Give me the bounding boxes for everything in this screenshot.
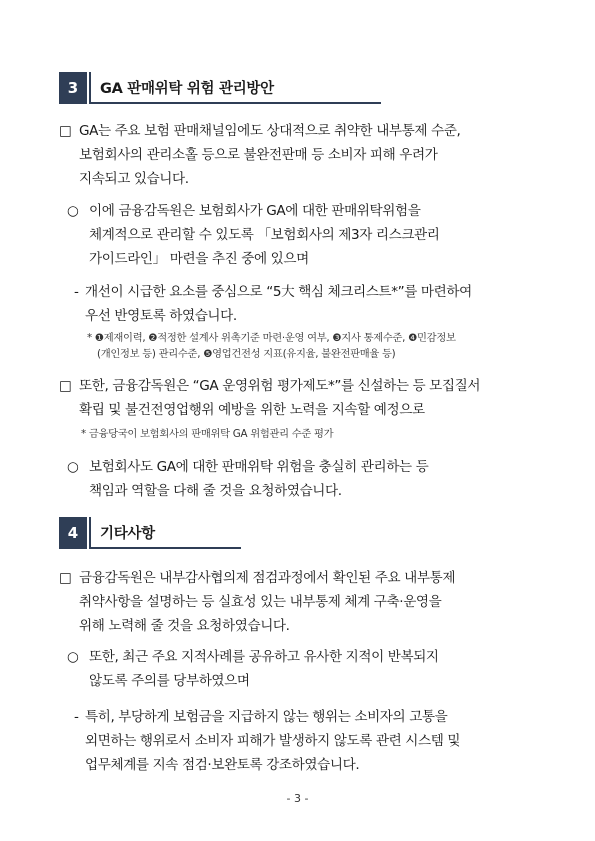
text-line: 보험회사도 GA에 대한 판매위탁 위험을 충실히 관리하는 등 <box>89 459 429 475</box>
circle-bullet: ○ <box>67 459 79 475</box>
paragraph <box>89 455 537 503</box>
footnote-line: (개인정보 등) 관리수준, ❺영업건전성 지표(유지율, 불완전판매율 등) <box>97 348 396 360</box>
section-title: GA 판매위탁 위험 관리방안 <box>100 80 274 97</box>
section-title: 기타사항 <box>100 525 155 542</box>
text-line: 책임과 역할을 다해 줄 것을 요청하였습니다. <box>89 483 342 499</box>
section-title-box <box>89 72 381 104</box>
circle-bullet: ○ <box>67 203 79 219</box>
text-line: 금융감독원은 내부감사협의제 점검과정에서 확인된 주요 내부통제 <box>79 570 456 586</box>
text-line: 개선이 시급한 요소를 중심으로 “5大 핵심 체크리스트*”를 마련하여 <box>85 284 472 300</box>
text-line: 취약사항을 설명하는 등 실효성 있는 내부통제 체계 구축·운영을 <box>79 594 442 610</box>
text-line: 또한, 금융감독원은 “GA 운영위험 평가제도*”를 신설하는 등 모집질서 <box>79 378 481 394</box>
square-bullet: □ <box>59 123 72 139</box>
dash-bullet: - <box>74 709 79 725</box>
section-title-box <box>89 517 241 549</box>
text-line: 가이드라인」 마련을 추진 중에 있으며 <box>89 251 309 267</box>
footnote: * 금융당국이 보험회사의 판매위탁 GA 위험관리 수준 평가 <box>81 428 334 440</box>
text-line: 않도록 주의를 당부하였으며 <box>89 673 250 689</box>
paragraph <box>89 645 537 693</box>
text-line: 보험회사의 관리소홀 등으로 불완전판매 등 소비자 피해 우려가 <box>79 147 438 163</box>
section-number: 4 <box>59 517 87 549</box>
dash-bullet: - <box>74 284 79 300</box>
paragraph <box>79 566 539 638</box>
text-line: 지속되고 있습니다. <box>79 171 189 187</box>
paragraph <box>79 119 539 191</box>
text-line: 또한, 최근 주요 지적사례를 공유하고 유사한 지적이 반복되지 <box>89 649 439 665</box>
footnote-line: * ❶제재이력, ❷적정한 설계사 위촉기준 마련·운영 여부, ❸지사 통제수준, ❹민감정보 <box>87 332 456 344</box>
footnote <box>87 330 456 362</box>
paragraph <box>79 374 539 422</box>
text-line: 우선 반영토록 하였습니다. <box>85 308 237 324</box>
paragraph <box>85 705 537 777</box>
text-line: 외면하는 행위로서 소비자 피해가 발생하지 않도록 관련 시스템 및 <box>85 733 461 749</box>
text-line: 체계적으로 관리할 수 있도록 「보험회사의 제3자 리스크관리 <box>89 227 440 243</box>
text-line: GA는 주요 보험 판매채널임에도 상대적으로 취약한 내부통제 수준, <box>79 123 461 139</box>
text-line: 특히, 부당하게 보험금을 지급하지 않는 행위는 소비자의 고통을 <box>85 709 448 725</box>
text-line: 이에 금융감독원은 보험회사가 GA에 대한 판매위탁위험을 <box>89 203 421 219</box>
text-line: 위해 노력해 줄 것을 요청하였습니다. <box>79 618 290 634</box>
text-line: 확립 및 불건전영업행위 예방을 위한 노력을 지속할 예정으로 <box>79 402 425 418</box>
circle-bullet: ○ <box>67 649 79 665</box>
paragraph <box>85 280 537 328</box>
square-bullet: □ <box>59 570 72 586</box>
text-line: 업무체계를 지속 점검·보완토록 강조하였습니다. <box>85 757 360 773</box>
paragraph <box>89 199 537 271</box>
page-number: - 3 - <box>286 792 309 805</box>
square-bullet: □ <box>59 378 72 394</box>
section-number: 3 <box>59 72 87 104</box>
